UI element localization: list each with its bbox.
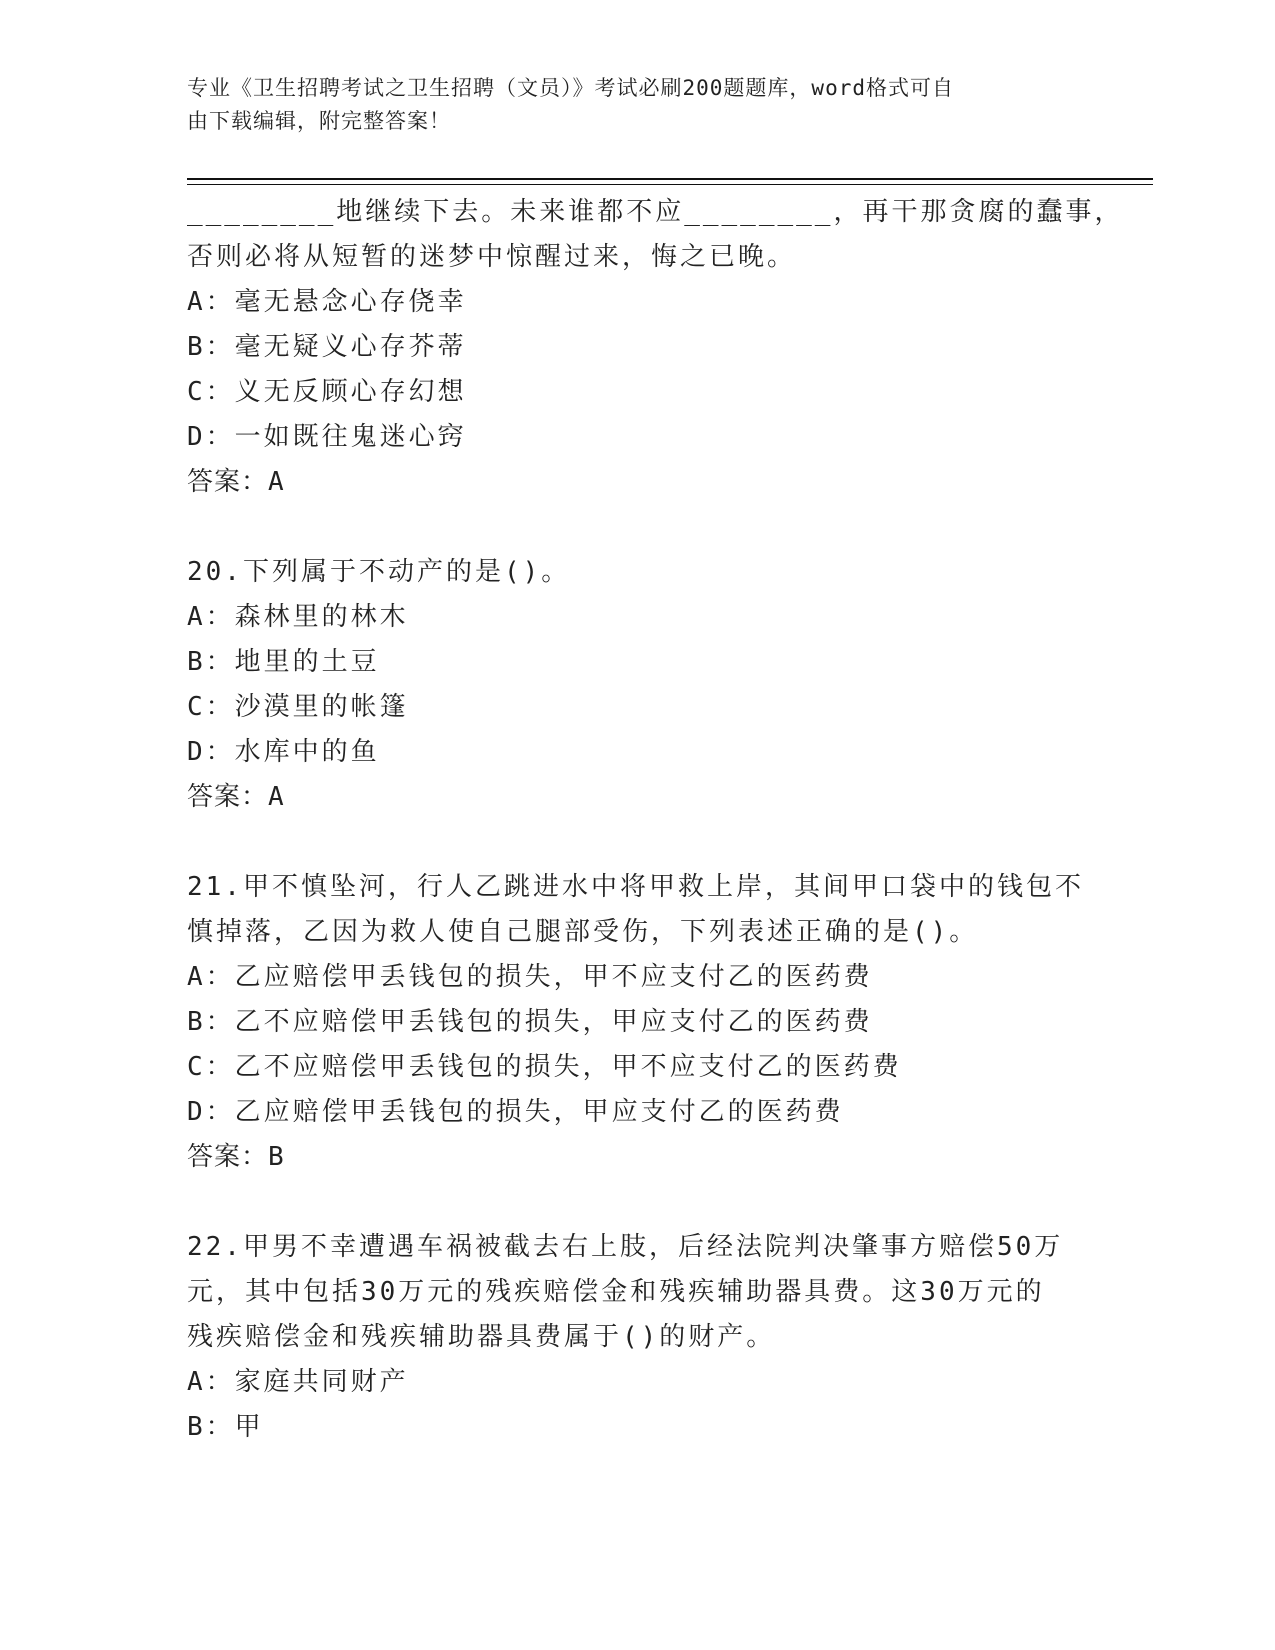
question-19 bbox=[187, 190, 1124, 505]
spacer bbox=[187, 505, 1067, 550]
header-divider-thick bbox=[187, 178, 1153, 180]
option-d: D：一如既往鬼迷心窍 bbox=[187, 422, 467, 452]
option-a: A：家庭共同财产 bbox=[187, 1367, 409, 1397]
option-b: B：乙不应赔偿甲丢钱包的损失，甲应支付乙的医药费 bbox=[187, 1007, 873, 1037]
option-a: A：乙应赔偿甲丢钱包的损失，甲不应支付乙的医药费 bbox=[187, 962, 873, 992]
question-22 bbox=[187, 1225, 1067, 1450]
question-stem-line: 残疾赔偿金和残疾辅助器具费属于()的财产。 bbox=[187, 1322, 776, 1352]
document-header bbox=[187, 72, 1067, 138]
question-21 bbox=[187, 865, 1084, 1180]
option-b: B：甲 bbox=[187, 1412, 264, 1442]
answer-line: 答案：A bbox=[187, 782, 285, 812]
header-line-2: 由下载编辑，附完整答案！ bbox=[187, 109, 451, 133]
question-stem-line: ________地继续下去。未来谁都不应________，再干那贪腐的蠢事， bbox=[187, 197, 1124, 227]
answer-line: 答案：B bbox=[187, 1142, 285, 1172]
answer-line: 答案：A bbox=[187, 467, 285, 497]
option-c: C：乙不应赔偿甲丢钱包的损失，甲不应支付乙的医药费 bbox=[187, 1052, 902, 1082]
question-stem-line: 慎掉落，乙因为救人使自己腿部受伤，下列表述正确的是()。 bbox=[187, 917, 979, 947]
question-stem-line: 21.甲不慎坠河，行人乙跳进水中将甲救上岸，其间甲口袋中的钱包不 bbox=[187, 872, 1084, 902]
option-c: C：沙漠里的帐篷 bbox=[187, 692, 409, 722]
option-d: D：水库中的鱼 bbox=[187, 737, 380, 767]
question-stem-line: 20.下列属于不动产的是()。 bbox=[187, 557, 571, 587]
question-stem-line: 22.甲男不幸遭遇车祸被截去右上肢，后经法院判决肇事方赔偿50万 bbox=[187, 1232, 1064, 1262]
option-a: A：毫无悬念心存侥幸 bbox=[187, 287, 467, 317]
option-a: A：森林里的林木 bbox=[187, 602, 409, 632]
option-b: B：毫无疑义心存芥蒂 bbox=[187, 332, 467, 362]
header-line-1: 专业《卫生招聘考试之卫生招聘（文员）》考试必刷200题题库，word格式可自 bbox=[187, 76, 954, 100]
spacer bbox=[187, 1180, 1067, 1225]
option-c: C：义无反顾心存幻想 bbox=[187, 377, 467, 407]
spacer bbox=[187, 820, 1067, 865]
question-stem-line: 元，其中包括30万元的残疾赔偿金和残疾辅助器具费。这30万元的 bbox=[187, 1277, 1045, 1307]
header-divider-thin bbox=[187, 184, 1153, 185]
option-d: D：乙应赔偿甲丢钱包的损失，甲应支付乙的医药费 bbox=[187, 1097, 844, 1127]
document-body bbox=[187, 190, 1124, 1450]
option-b: B：地里的土豆 bbox=[187, 647, 380, 677]
question-20 bbox=[187, 550, 1067, 820]
question-stem-line: 否则必将从短暂的迷梦中惊醒过来，悔之已晚。 bbox=[187, 242, 797, 272]
